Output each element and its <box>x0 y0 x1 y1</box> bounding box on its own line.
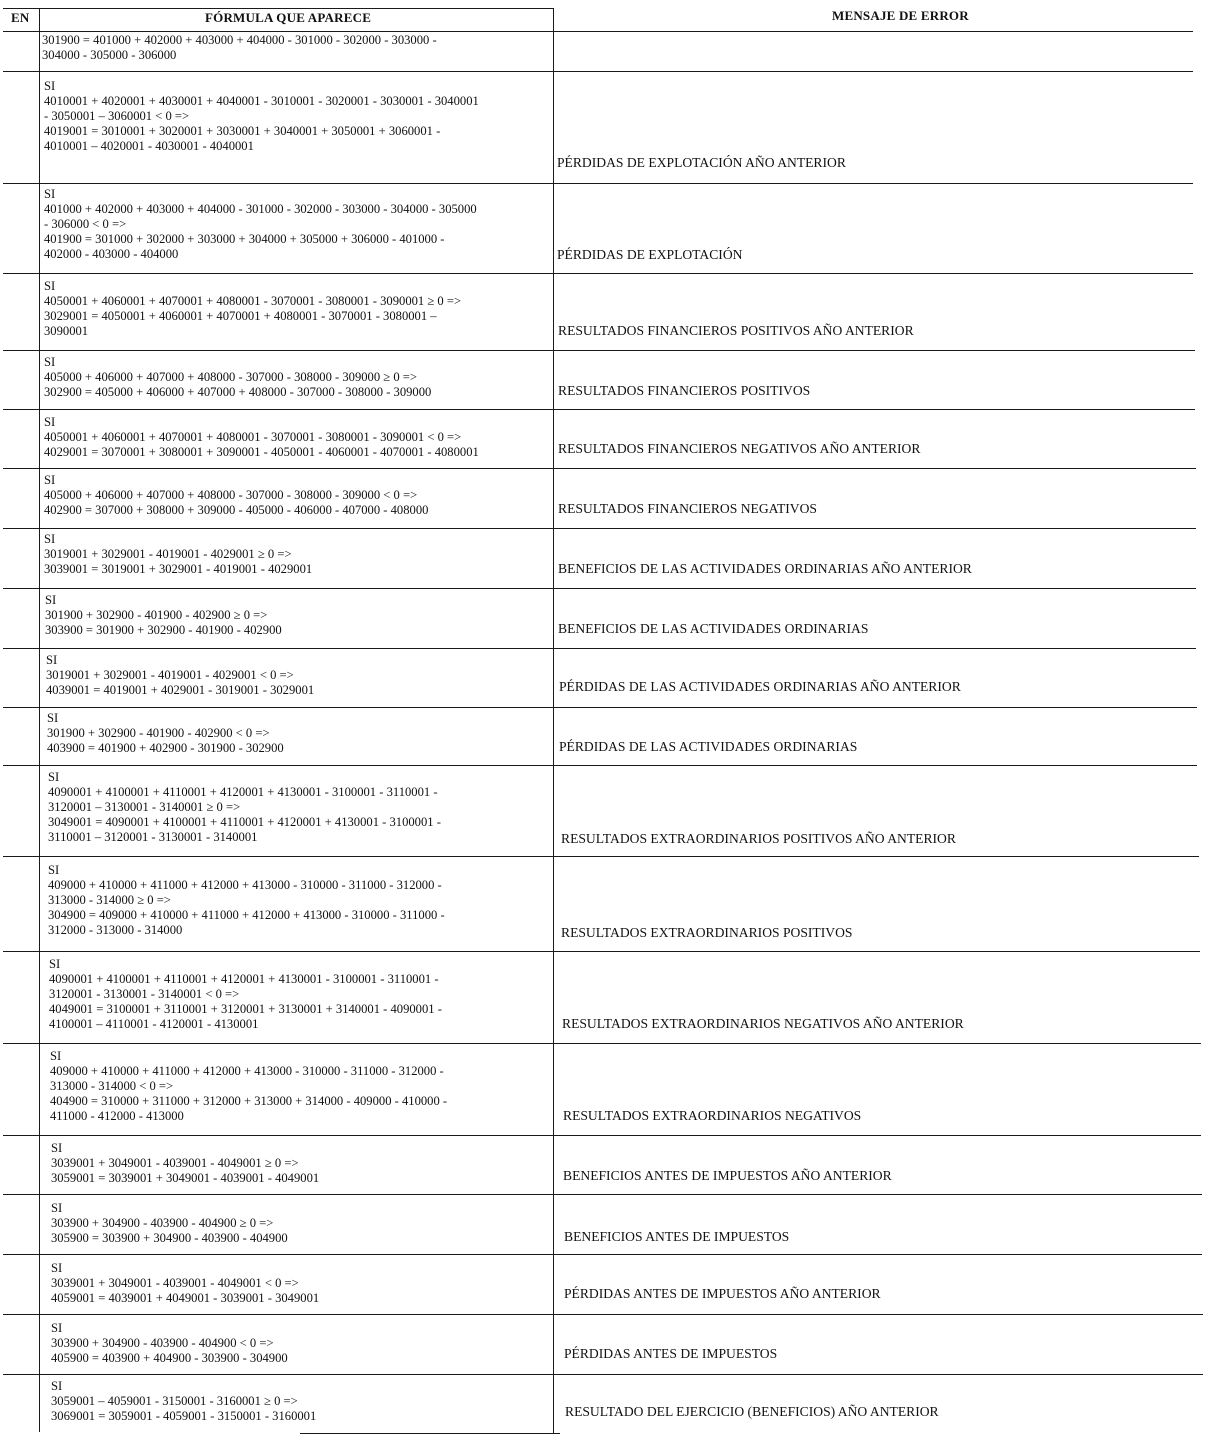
error-message-cell: PÉRDIDAS DE EXPLOTACIÓN <box>557 247 743 262</box>
formula-cell: SI 3039001 + 3049001 - 4039001 - 4049001 < 0 => 4059001 = 4039001 + 4049001 - 3039001 - 3049001 <box>51 1261 320 1305</box>
error-message-cell: BENEFICIOS DE LAS ACTIVIDADES ORDINARIAS <box>558 621 869 636</box>
row-separator <box>3 71 1193 72</box>
error-message-cell: RESULTADOS EXTRAORDINARIOS NEGATIVOS <box>563 1108 862 1123</box>
formula-cell: SI 4090001 + 4100001 + 4110001 + 4120001 + 4130001 - 3100001 - 3110001 - 3120001 - 3130001 - 3140001 < 0 => 4049001 = 3100001 + 3110001 + 3120001 + 3130001 + 3140001 - 4090001 - 4100001 – 4110001 - 4120001 - 4130001 <box>49 957 442 1031</box>
row-separator <box>3 350 1195 351</box>
row-separator <box>3 707 1197 708</box>
error-message-cell: PÉRDIDAS ANTES DE IMPUESTOS <box>564 1346 778 1361</box>
error-message-cell: RESULTADOS EXTRAORDINARIOS NEGATIVOS AÑO ANTERIOR <box>562 1016 964 1031</box>
formula-cell: 301900 = 401000 + 402000 + 403000 + 404000 - 301000 - 302000 - 303000 - 304000 - 305000 - 306000 <box>42 33 437 62</box>
error-message-cell: RESULTADOS EXTRAORDINARIOS POSITIVOS AÑO ANTERIOR <box>561 831 956 846</box>
column-header-message: MENSAJE DE ERROR <box>832 8 969 23</box>
row-separator <box>3 951 1200 952</box>
error-message-cell: PÉRDIDAS ANTES DE IMPUESTOS AÑO ANTERIOR <box>564 1286 881 1301</box>
formula-cell: SI 4050001 + 4060001 + 4070001 + 4080001 - 3070001 - 3080001 - 3090001 ≥ 0 => 3029001 = 4050001 + 4060001 + 4070001 + 4080001 - 3070001 - 3080001 – 3090001 <box>44 279 462 338</box>
formula-cell: SI 409000 + 410000 + 411000 + 412000 + 413000 - 310000 - 311000 - 312000 - 313000 - 314000 ≥ 0 => 304900 = 409000 + 410000 + 411000 + 412000 + 413000 - 310000 - 311000 - 312000 - 313000 - 314000 <box>48 863 445 937</box>
row-separator <box>3 409 1195 410</box>
vertical-rule-en <box>39 8 40 1432</box>
row-separator <box>3 1194 1202 1195</box>
formula-cell: SI 409000 + 410000 + 411000 + 412000 + 413000 - 310000 - 311000 - 312000 - 313000 - 314000 < 0 => 404900 = 310000 + 311000 + 312000 + 313000 + 314000 - 409000 - 410000 - 411000 - 412000 - 413000 <box>50 1049 448 1123</box>
error-message-cell: RESULTADOS FINANCIEROS POSITIVOS AÑO ANTERIOR <box>558 323 914 338</box>
formula-cell: SI 405000 + 406000 + 407000 + 408000 - 307000 - 308000 - 309000 < 0 => 402900 = 307000 + 308000 + 309000 - 405000 - 406000 - 407000 - 408000 <box>44 473 429 517</box>
row-separator <box>3 765 1197 766</box>
error-message-cell: BENEFICIOS ANTES DE IMPUESTOS <box>564 1229 790 1244</box>
error-message-cell: BENEFICIOS DE LAS ACTIVIDADES ORDINARIAS AÑO ANTERIOR <box>558 561 972 576</box>
row-separator <box>3 1314 1203 1315</box>
row-separator <box>3 588 1196 589</box>
formula-cell: SI 4090001 + 4100001 + 4110001 + 4120001 + 4130001 - 3100001 - 3110001 - 3120001 – 3130001 - 3140001 ≥ 0 => 3049001 = 4090001 + 4100001 + 4110001 + 4120001 + 4130001 - 3100001 - 3110001 – 3120001 - 3130001 - 3140001 <box>48 770 441 844</box>
error-message-cell: RESULTADOS EXTRAORDINARIOS POSITIVOS <box>561 925 853 940</box>
row-separator <box>3 856 1199 857</box>
formula-cell: SI 405000 + 406000 + 407000 + 408000 - 307000 - 308000 - 309000 ≥ 0 => 302900 = 405000 + 406000 + 407000 + 408000 - 307000 - 308000 - 309000 <box>44 355 432 399</box>
formula-cell: SI 401000 + 402000 + 403000 + 404000 - 301000 - 302000 - 303000 - 304000 - 305000 - 306000 < 0 => 401900 = 301000 + 302000 + 303000 + 304000 + 305000 + 306000 - 401000 - 402000 - 403000 - 404000 <box>44 187 477 261</box>
error-message-cell: PÉRDIDAS DE EXPLOTACIÓN AÑO ANTERIOR <box>557 155 846 170</box>
error-message-cell: RESULTADOS FINANCIEROS POSITIVOS <box>558 383 811 398</box>
error-message-cell: PÉRDIDAS DE LAS ACTIVIDADES ORDINARIAS AÑO ANTERIOR <box>559 679 961 694</box>
formula-cell: SI 3019001 + 3029001 - 4019001 - 4029001 ≥ 0 => 3039001 = 3019001 + 3029001 - 4019001 - 4029001 <box>44 532 313 576</box>
row-separator <box>3 1135 1201 1136</box>
formula-cell: SI 4050001 + 4060001 + 4070001 + 4080001 - 3070001 - 3080001 - 3090001 < 0 => 4029001 = 3070001 + 3080001 + 3090001 - 4050001 - 4060001 - 4070001 - 4080001 <box>44 415 479 459</box>
formula-cell: SI 3039001 + 3049001 - 4039001 - 4049001 ≥ 0 => 3059001 = 3039001 + 3049001 - 4039001 - 4049001 <box>51 1141 320 1185</box>
error-message-cell: PÉRDIDAS DE LAS ACTIVIDADES ORDINARIAS <box>559 739 858 754</box>
formula-cell: SI 301900 + 302900 - 401900 - 402900 < 0 => 403900 = 401900 + 402900 - 301900 - 302900 <box>47 711 284 755</box>
formula-cell: SI 4010001 + 4020001 + 4030001 + 4040001 - 3010001 - 3020001 - 3030001 - 3040001 - 3050001 – 3060001 < 0 => 4019001 = 3010001 + 3020001 + 3030001 + 3040001 + 3050001 + 3060001 - 4010001 – 4020001 - 4030001 - 4040001 <box>44 79 479 153</box>
row-separator <box>3 1043 1201 1044</box>
formula-cell: SI 303900 + 304900 - 403900 - 404900 ≥ 0 => 305900 = 303900 + 304900 - 403900 - 404900 <box>51 1201 288 1245</box>
error-message-cell: RESULTADOS FINANCIEROS NEGATIVOS AÑO ANTERIOR <box>558 441 921 456</box>
formula-cell: SI 3059001 – 4059001 - 3150001 - 3160001 ≥ 0 => 3069001 = 3059001 - 4059001 - 3150001 - 3160001 <box>51 1379 317 1423</box>
error-message-cell: RESULTADO DEL EJERCICIO (BENEFICIOS) AÑO ANTERIOR <box>565 1404 939 1419</box>
header-top-rule <box>3 8 553 9</box>
error-message-cell: RESULTADOS FINANCIEROS NEGATIVOS <box>558 501 817 516</box>
row-separator <box>300 1433 560 1434</box>
row-separator <box>3 183 1193 184</box>
error-message-cell: BENEFICIOS ANTES DE IMPUESTOS AÑO ANTERIOR <box>563 1168 892 1183</box>
row-separator <box>3 468 1196 469</box>
formula-cell: SI 3019001 + 3029001 - 4019001 - 4029001 < 0 => 4039001 = 4019001 + 4029001 - 3019001 - 3029001 <box>46 653 315 697</box>
column-header-formula: FÓRMULA QUE APARECE <box>205 10 372 25</box>
formula-cell: SI 301900 + 302900 - 401900 - 402900 ≥ 0 => 303900 = 301900 + 302900 - 401900 - 402900 <box>45 593 282 637</box>
vertical-rule-formula <box>553 8 554 1434</box>
header-rule <box>3 31 1193 32</box>
row-separator <box>3 528 1196 529</box>
row-separator <box>3 1374 1203 1375</box>
row-separator <box>3 1254 1202 1255</box>
column-header-en: EN <box>11 10 30 25</box>
row-separator <box>3 273 1193 274</box>
row-separator <box>3 648 1196 649</box>
formula-cell: SI 303900 + 304900 - 403900 - 404900 < 0 => 405900 = 403900 + 404900 - 303900 - 304900 <box>51 1321 288 1365</box>
